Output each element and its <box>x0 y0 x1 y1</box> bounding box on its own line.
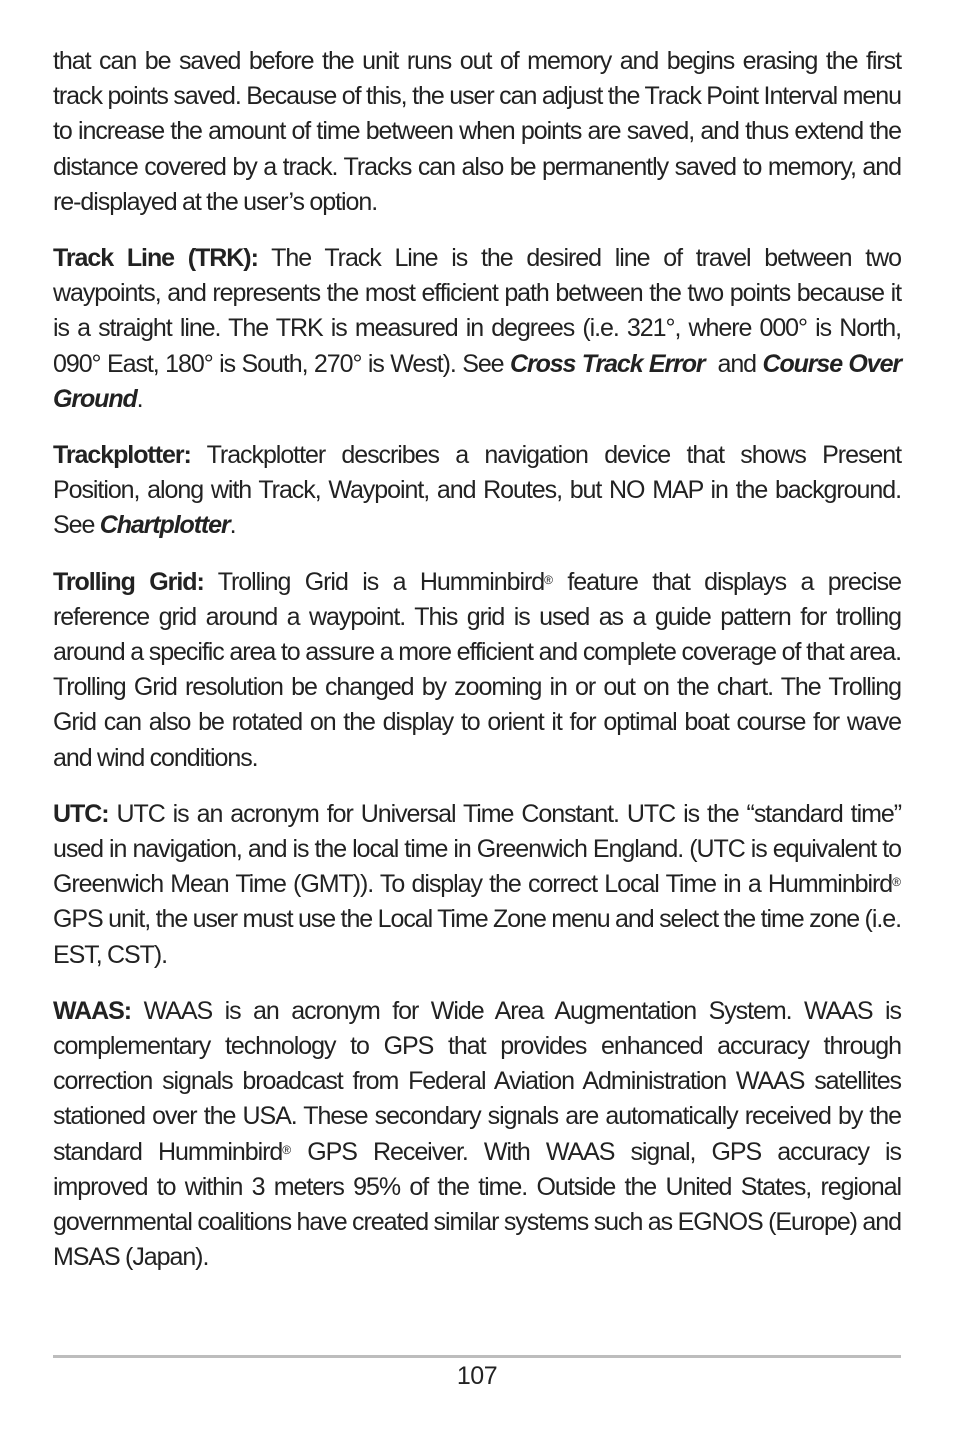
registered-mark: ® <box>892 875 901 890</box>
intro-paragraph <box>53 44 901 220</box>
glossary-entry-trolling-grid <box>53 565 901 776</box>
glossary-entry-trackplotter <box>53 438 901 544</box>
cross-reference-cross-track-error: Cross Track Error <box>510 349 705 378</box>
definition-trolling-grid-b: feature that displays a precise reference grid around a waypoint. This grid is used as a guide pattern for trolling around a specific area to assure a more efficient and complete coverage of that area. Trolling Grid resolution be changed by zooming in or out on the chart. The Trolling Grid can also be rotated on the display to orient it for optimal boat course for wave and wind conditions. <box>53 567 901 772</box>
term-trolling-grid: Trolling Grid: <box>53 567 204 596</box>
definition-trackplotter: Trackplotter describes a navigation device that shows Present Position, along with Track, Waypoint, and Routes, but NO MAP in the background. See <box>53 441 901 540</box>
cross-reference-chartplotter: Chartplotter <box>99 511 230 540</box>
definition-track-line-joiner: and <box>704 349 763 378</box>
definition-track-line: The Track Line is the desired line of travel between two waypoints, and represents the most efficient path between the two points because it is a straight line. The TRK is measured in degrees (i.e. 321°, where 000° is North, 090° East, 180° is South, 270° is West). See <box>53 244 901 378</box>
definition-trackplotter-end: . <box>229 511 236 540</box>
term-track-line: Track Line (TRK): <box>53 244 258 273</box>
term-trackplotter: Trackplotter: <box>53 441 191 470</box>
registered-mark: ® <box>282 1142 292 1157</box>
glossary-entry-track-line <box>53 241 901 417</box>
definition-track-line-end: . <box>136 384 143 413</box>
definition-utc-b: GPS unit, the user must use the Local Time Zone menu and select the time zone (i.e. EST, CST). <box>53 905 901 969</box>
intro-text: that can be saved before the unit runs out of memory and begins erasing the first track points saved. Because of this, the user can adjust the Track Point Interval menu to increase the amount of time between when points are saved, and thus extend the distance covered by a track. Tracks can also be permanently saved to memory, and re-displayed at the user’s option. <box>53 47 901 216</box>
definition-trolling-grid-a: Trolling Grid is a Humminbird <box>203 567 545 596</box>
footer-divider <box>53 1355 901 1358</box>
page-body <box>53 44 901 1297</box>
glossary-entry-utc <box>53 797 901 973</box>
page-number: 107 <box>456 1362 498 1390</box>
definition-waas-a: WAAS is an acronym for Wide Area Augmentation System. WAAS is complementary technology to GPS that provides enhanced accuracy through correction signals broadcast from Federal Aviation Administration WAAS satellites stationed over the USA. These secondary signals are automatically received by the standard Humminbird <box>53 996 901 1166</box>
definition-utc-a: UTC is an acronym for Universal Time Constant. UTC is the “standard time” used in navigation, and is the local time in Greenwich England. (UTC is equivalent to Greenwich Mean Time (GMT)). To display the correct Local Time in a Humminbird <box>53 799 901 899</box>
registered-mark: ® <box>544 572 553 587</box>
glossary-entry-waas <box>53 994 901 1276</box>
cross-reference-course-over-ground: Course Over Ground <box>53 349 902 413</box>
definition-waas-b: GPS Receiver. With WAAS signal, GPS accuracy is improved to within 3 meters 95% of the time. Outside the United States, regional governmental coalitions have created similar systems such as EGNOS (Europe) and MSAS (Japan). <box>53 1137 901 1272</box>
term-waas: WAAS: <box>53 996 132 1025</box>
term-utc: UTC: <box>53 799 109 828</box>
